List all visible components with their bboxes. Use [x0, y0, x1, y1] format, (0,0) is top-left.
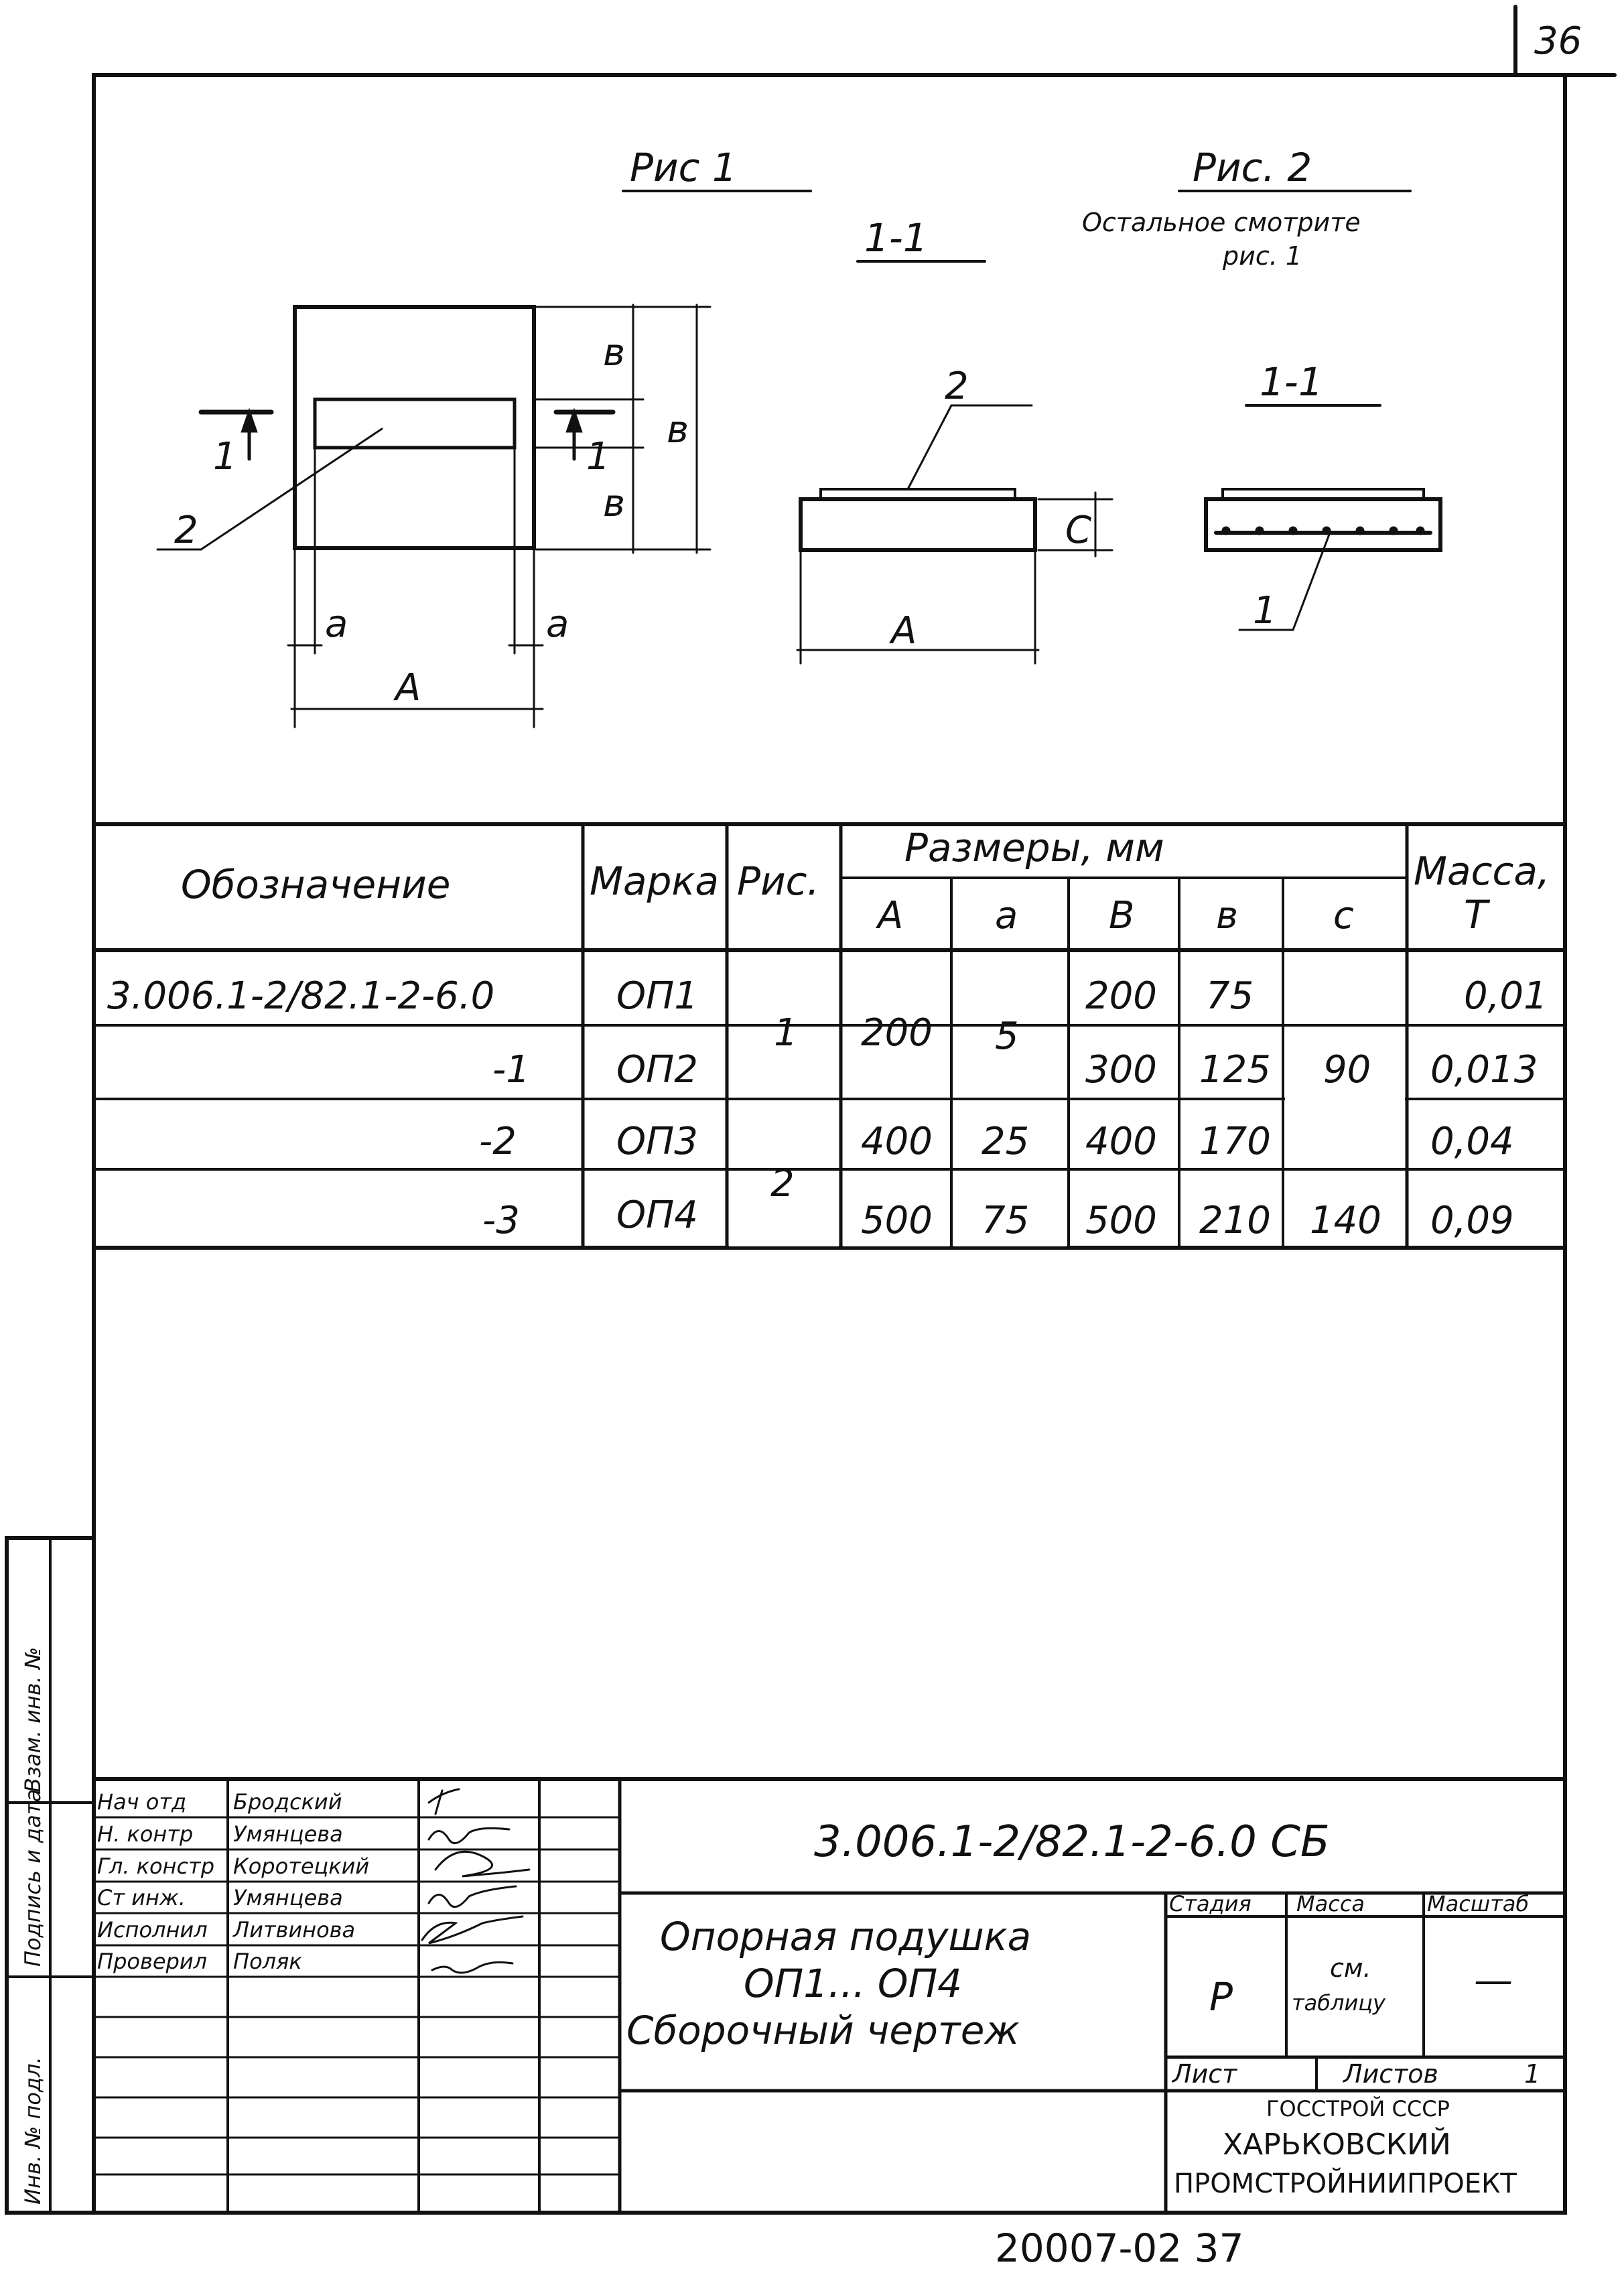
fig1-title: Рис 1 — [630, 145, 737, 190]
fig1-dim-B: в — [667, 408, 689, 452]
a-25: 25 — [982, 1120, 1030, 1163]
tb-sheet-header: Лист — [1172, 2059, 1237, 2089]
row1-B: 200 — [1085, 974, 1157, 1018]
tb-role-4: Ст инж. — [97, 1885, 186, 1910]
row1-designation: 3.006.1-2/82.1-2-6.0 — [107, 974, 495, 1018]
tb-name-3: Коротецкий — [233, 1853, 370, 1879]
th-mass-unit: Т — [1464, 892, 1488, 937]
A-200: 200 — [861, 1011, 933, 1055]
c-140: 140 — [1310, 1199, 1381, 1242]
fig2-note-1: Остальное смотрите — [1082, 208, 1361, 237]
cut-mark-left: 1 — [213, 435, 237, 478]
fig1-plan-view — [157, 305, 710, 727]
row3-B: 400 — [1085, 1120, 1157, 1163]
tb-role-3: Гл. констр — [97, 1853, 214, 1879]
tb-name-line2: ОП1... ОП4 — [744, 1961, 963, 2006]
fig1-dim-a-left: a — [325, 602, 348, 646]
tb-org-2: ХАРЬКОВСКИЙ — [1223, 2128, 1451, 2162]
row2-mark: ОП2 — [616, 1048, 698, 1092]
row4-designation: -3 — [482, 1199, 520, 1242]
fig1-dim-A: A — [395, 666, 421, 710]
fig1-section-label: 1-1 — [864, 215, 928, 261]
tb-mass-header: Масса — [1296, 1891, 1365, 1916]
cut-mark-right: 1 — [586, 435, 610, 478]
tb-name-line3: Сборочный чертеж — [626, 2008, 1020, 2053]
fig2-section-item: 1 — [1253, 589, 1277, 633]
row1-mark: ОП1 — [616, 974, 698, 1018]
row3-designation: -2 — [479, 1120, 517, 1163]
fig-1-cell: 1 — [774, 1011, 798, 1055]
tb-scale: — — [1474, 1957, 1513, 2003]
tb-name-4: Умянцева — [233, 1885, 343, 1910]
corner-page-number: 36 — [1534, 19, 1582, 63]
row4-B: 500 — [1085, 1199, 1157, 1242]
th-sizes: Размеры, мм — [904, 825, 1164, 870]
row2-v: 125 — [1199, 1048, 1271, 1092]
side-label-inv-podl: Инв. № подл. — [20, 2057, 46, 2205]
tb-name-5: Литвинова — [233, 1917, 356, 1943]
row2-mass: 0,013 — [1430, 1048, 1538, 1092]
th-B: B — [1109, 894, 1135, 937]
row1-mass: 0,01 — [1464, 974, 1548, 1018]
tb-sheets-count: 1 — [1524, 2059, 1541, 2089]
A-500: 500 — [861, 1199, 933, 1242]
tb-name-line1: Опорная подушка — [660, 1914, 1032, 1959]
fig2-section-1-1 — [1206, 489, 1440, 630]
th-fig: Рис. — [737, 858, 819, 904]
tb-document-code: 3.006.1-2/82.1-2-6.0 СБ — [814, 1817, 1330, 1867]
row1-v: 75 — [1206, 974, 1254, 1018]
tb-stage: Р — [1209, 1974, 1233, 2020]
footer-number: 20007-02 37 — [995, 2225, 1244, 2271]
th-A: A — [878, 894, 904, 937]
tb-name-1: Бродский — [233, 1789, 342, 1815]
th-c: c — [1333, 894, 1354, 937]
th-mark: Марка — [590, 858, 719, 904]
fig2-note-2: рис. 1 — [1223, 241, 1302, 271]
fig2-item-label: 2 — [945, 365, 969, 408]
tb-role-2: Н. контр — [97, 1821, 194, 1847]
side-label-podpis: Подпись и дата — [20, 1788, 46, 1967]
fig1-dim-v-bottom: в — [603, 482, 626, 525]
tb-name-6: Поляк — [233, 1949, 302, 1974]
tb-name-2: Умянцева — [233, 1821, 343, 1847]
row3-v: 170 — [1199, 1120, 1271, 1163]
th-a: a — [995, 894, 1018, 937]
tb-role-5: Исполнил — [97, 1917, 208, 1943]
side-label-vzam: Взам. инв. № — [20, 1646, 46, 1793]
fig2-title: Рис. 2 — [1193, 145, 1312, 190]
fig2-section-label: 1-1 — [1260, 359, 1323, 405]
tb-mass-1: см. — [1330, 1953, 1371, 1983]
fig1-dim-v-top: в — [603, 331, 626, 375]
row3-mark: ОП3 — [616, 1120, 698, 1163]
th-v: в — [1216, 894, 1239, 937]
c-90: 90 — [1323, 1048, 1371, 1092]
fig1-dim-a-right: a — [546, 602, 569, 646]
tb-stage-header: Стадия — [1169, 1891, 1251, 1916]
tb-scale-header: Масштаб — [1427, 1891, 1530, 1916]
row4-mass: 0,09 — [1430, 1199, 1514, 1242]
th-mass: Масса, — [1414, 848, 1550, 894]
row4-v: 210 — [1199, 1199, 1271, 1242]
tb-sheets-header: Листов — [1343, 2059, 1438, 2089]
fig2-dim-C: C — [1065, 509, 1092, 552]
A-400: 400 — [861, 1120, 933, 1163]
tb-mass-2: таблицу — [1292, 1990, 1385, 2016]
row2-B: 300 — [1085, 1048, 1157, 1092]
tb-role-1: Нач отд — [97, 1789, 187, 1815]
tb-org-3: ПРОМСТРОЙНИИПРОЕКТ — [1174, 2168, 1517, 2199]
a-75: 75 — [982, 1199, 1030, 1242]
th-designation: Обозначение — [181, 862, 451, 907]
tb-org-1: ГОССТРОЙ СССР — [1266, 2096, 1450, 2122]
row2-designation: -1 — [492, 1048, 530, 1092]
row3-mass: 0,04 — [1430, 1120, 1514, 1163]
a-5: 5 — [995, 1015, 1019, 1058]
fig-2-cell: 2 — [770, 1162, 795, 1206]
fig1-item-label: 2 — [174, 509, 198, 552]
fig2-dim-A: A — [891, 609, 917, 653]
row4-mark: ОП4 — [616, 1193, 698, 1237]
tb-role-6: Проверил — [97, 1949, 208, 1974]
